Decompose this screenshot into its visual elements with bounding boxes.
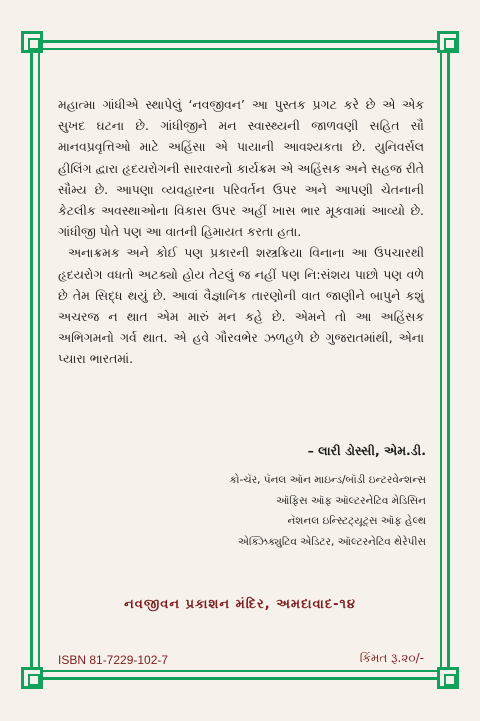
price-label: કિંમત રૂ.૨૦/- (359, 651, 424, 665)
paragraph-2: અનાક્રમક અને કોઈ પણ પ્રકારની શસ્ત્રક્રિયા વિનાના આ ઉપચારથી હૃદયરોગ વધતો અટક્યો હોય તેટલું જ નહીં પણ નિ:સંશય પાછો પણ વળે છે તેમ સિદ્ધ થયું છે. આવાં વૈજ્ઞાનિક તારણોની વાત જાણીને બાપુને કશું અચરજ ન થાત એમ મારું મન કહે છે. એમને તો આ અહિંસક અભિગમનો ગર્વ થાત. એ હવે ગૌરવભેર ઝળહળે છે ગુજરાતમાંથી, એના પ્યારા ભારતમાં. (58, 245, 424, 367)
corner-ornament-bottom-right (437, 667, 459, 689)
corner-ornament-top-left (21, 31, 43, 53)
paragraph-1: મહાત્મા ગાંધીએ સ્થાપેલું ‘નવજીવન’ આ પુસ્તક પ્રગટ કરે છે એ એક સુખદ ઘટના છે. ગાંધીજીને મન સ્વાસ્થ્યની જાળવણી સહિત સૌ માનવપ્રવૃત્તિઓ માટે અહિંસા એ પાયાની આવશ્યકતા છે. યુનિવર્સલ હીલિંગ દ્વારા હૃદયરોગની સારવારનો કાર્યક્રમ એ અહિંસક અને સહજ રીતે સૌમ્ય છે. આપણા વ્યવહારના પરિવર્તન ઉપર અને આપણી ચેતનાની કેટલીક અવસ્થાઓના વિકાસ ઉપર અહીં ખાસ ભાર મૂકવામાં આવ્યો છે. ગાંધીજી પોતે પણ આ વાતની હિમાયત કરતા હતા. (58, 97, 424, 240)
author-credits (150, 470, 426, 552)
corner-ornament-bottom-left (21, 667, 43, 689)
credit-line: એક્ઝિક્યુટિવ એડિટર, ઑલ્ટરનેટિવ થેરેપીસ (237, 535, 426, 548)
publisher-line: નવજીવન પ્રકાશન મંદિર, અમદાવાદ-૧૪ (124, 597, 356, 612)
isbn-number: ISBN 81-7229-102-7 (58, 653, 169, 667)
corner-ornament-top-right (437, 31, 459, 53)
credit-line: નૅશનલ ઇન્સ્ટિટ્યૂટ્સ ઑફ હેલ્થ (287, 515, 426, 527)
credit-line: ઑફિસ ઑફ ઑલ્ટરનેટિવ મેડિસિન (275, 494, 426, 507)
foreword-text (58, 94, 424, 370)
author-name: – લારી ડોસ્સી, એમ.ડી. (307, 443, 426, 458)
credit-line: કો-ચૅર, પૅનલ ઑન માઇન્ડ/બૉડી ઇન્ટરવેન્શન્સ (229, 474, 426, 486)
